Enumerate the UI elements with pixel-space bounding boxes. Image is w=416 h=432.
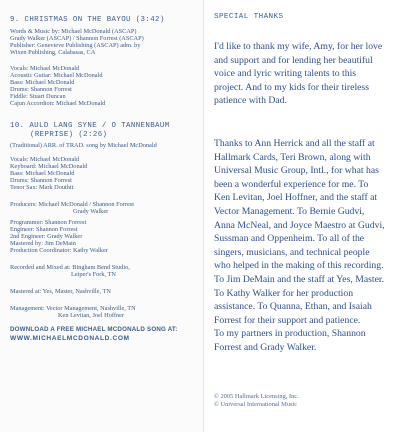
- song-10-title: 10. AULD LANG SYNE / O TANNENBAUM: [10, 122, 170, 130]
- thanks-p2-line-14: Forrest for their support and patience.: [214, 314, 361, 326]
- thanks-p1-line-3: voice and lyric writing talents to this: [214, 68, 357, 80]
- special-thanks-heading: SPECIAL THANKS: [214, 13, 284, 21]
- song-9-musician-5: Fiddle: Stuart Duncan: [10, 93, 66, 100]
- management-credit-2: Ken Levitan, Joel Hoffner: [58, 312, 124, 319]
- management-credit: Management: Vector Management, Nashville, TN: [10, 305, 136, 312]
- producers-credit-2: Grady Walker: [73, 208, 109, 215]
- engineer-credit: Engineer: Shannon Forrest: [10, 226, 78, 233]
- mastered-at-credit: Mastered at: Yes, Master, Nashville, TN: [10, 288, 111, 295]
- thanks-p2-line-16: Forrest and Grady Walker.: [214, 341, 317, 353]
- thanks-p2-line-2: Hallmark Cards, Teri Brown, along with: [214, 151, 371, 163]
- song-10-credit: (Traditional) ARR. of TRAD. song by Michael McDonald: [10, 142, 157, 149]
- song-10-musician-3: Bass: Michael McDonald: [10, 170, 75, 177]
- thanks-p1-line-4: project. And to my kids for their tireless: [214, 81, 369, 93]
- thanks-p2-line-11: To Jim DeMain and the staff at Yes, Master.: [214, 273, 384, 285]
- thanks-p2-line-4: been a wonderful experience for me. To: [214, 178, 369, 190]
- thanks-p1-line-5: patience with Dad.: [214, 95, 287, 107]
- producers-credit: Producers: Michael McDonald / Shannon Forrest: [10, 201, 134, 208]
- thanks-p2-line-7: Anna McNeal, and Joyce Maestro at Gudvi,: [214, 219, 385, 231]
- copyright-hallmark: © 2005 Hallmark Licensing, Inc.: [214, 393, 299, 400]
- production-coordinator-credit: Production Coordinator: Kathy Walker: [10, 247, 108, 254]
- song-9-musician-2: Acoustic Guitar: Michael McDonald: [10, 72, 103, 79]
- song-9-credit-4: Wixen Publishing, Calabasas, CA: [10, 49, 96, 56]
- song-10-musician-5: Tenor Sax: Mark Douthit: [10, 184, 74, 191]
- thanks-p2-line-1: Thanks to Ann Herrick and all the staff at: [214, 138, 375, 149]
- thanks-p2-line-9: singers, musicians, and technical people: [214, 246, 370, 258]
- song-9-musician-1: Vocals: Michael McDonald: [10, 65, 80, 72]
- thanks-p2-line-13: assistance. To Quanna, Ethan, and Isaiah: [214, 301, 372, 313]
- song-10-musician-2: Keyboard: Michael McDonald: [10, 163, 88, 170]
- thanks-p2-line-6: Vector Management. To Bernie Gudvi,: [214, 205, 365, 217]
- thanks-p1-line-2: and support and for lending her beautiful: [214, 54, 373, 66]
- copyright-universal: © Universal International Music: [214, 401, 298, 408]
- song-9-musician-3: Bass: Michael McDonald: [10, 79, 75, 86]
- song-9-musician-6: Cajun Accordion: Michael McDonald: [10, 100, 106, 107]
- programmer-credit: Programmer: Shannon Forrest: [10, 219, 87, 226]
- thanks-paragraph-2: [214, 137, 410, 355]
- song-10-musician-4: Drums: Shannon Forrest: [10, 177, 72, 184]
- song-10-subtitle: (REPRISE) (2:26): [30, 131, 108, 139]
- thanks-paragraph-1: [214, 40, 410, 108]
- thanks-p2-line-5: Ken Levitan, Joel Hoffner, and the staff at: [214, 192, 378, 204]
- recorded-at-credit-2: Leiper's Fork, TN: [71, 271, 116, 278]
- song-9-title: 9. CHRISTMAS ON THE BAYOU (3:42): [10, 16, 165, 24]
- recorded-at-credit: Recorded and Mixed at: Bingham Bend Studio,: [10, 264, 130, 271]
- thanks-p2-line-12: To Kathy Walker for her production: [214, 287, 354, 299]
- song-9-credit-3: Publisher: Genevieve Publishing (ASCAP) adm. by: [10, 42, 141, 49]
- thanks-p1-line-1: I'd like to thank my wife, Amy, for her love: [214, 41, 383, 52]
- thanks-p2-line-10: who helped in the making of this recording.: [214, 260, 384, 272]
- second-engineer-credit: 2nd Engineer: Grady Walker: [10, 233, 83, 240]
- song-9-credit-1: Words & Music by: Michael McDonald (ASCAP): [10, 28, 137, 35]
- thanks-p2-line-3: Universal Music Group, Intl., for what has: [214, 165, 379, 177]
- download-url: WWW.MICHAELMCDONALD.COM: [10, 335, 130, 342]
- song-9-credit-2: Grady Walker (ASCAP) / Shannon Forrest (ASCAP): [10, 35, 144, 42]
- song-9-musician-4: Drums: Shannon Forrest: [10, 86, 72, 93]
- download-promo-text: DOWNLOAD A FREE MICHAEL MCDONALD SONG AT:: [10, 326, 178, 333]
- thanks-p2-line-8: Sussman and Oppenheim. To all of the: [214, 233, 365, 245]
- track-credits-panel: [0, 0, 204, 432]
- thanks-p2-line-15: To my partners in production, Shannon: [214, 328, 366, 340]
- song-10-musician-1: Vocals: Michael McDonald: [10, 156, 80, 163]
- mastered-by-credit: Mastered by: Jim DeMain: [10, 240, 76, 247]
